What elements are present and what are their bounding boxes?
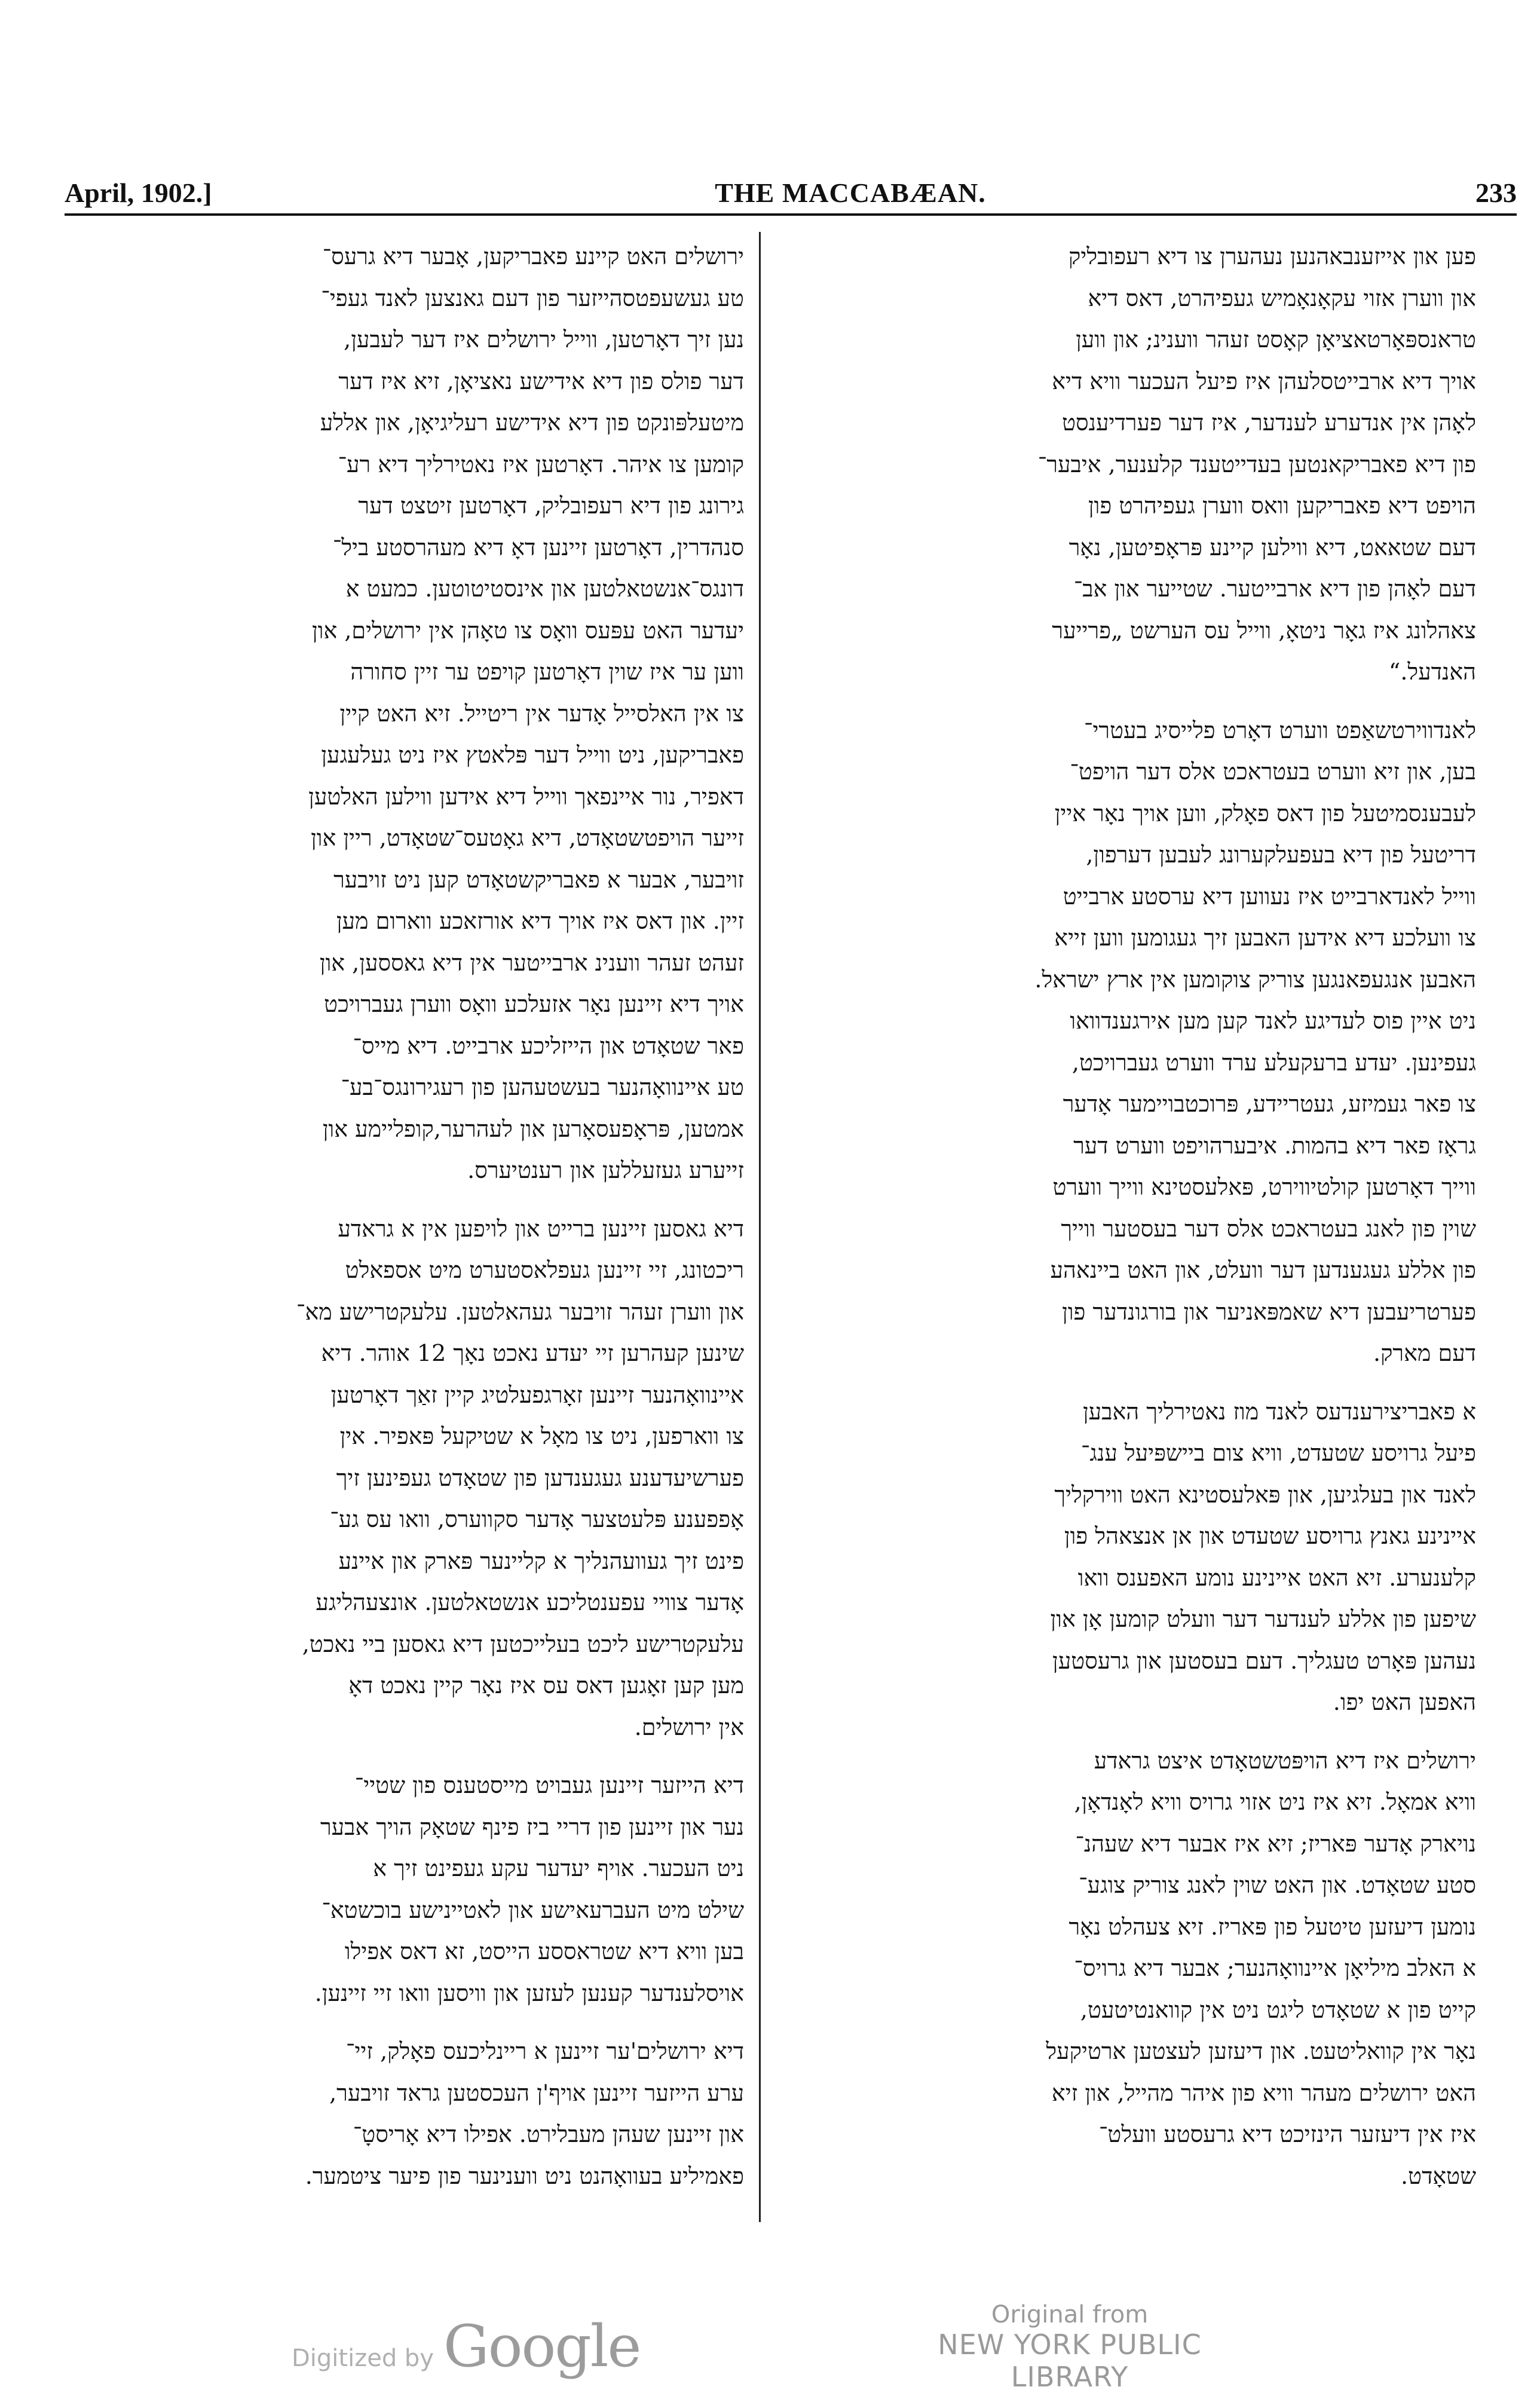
paragraph <box>57 236 744 1192</box>
text-line: עלעקטרישע ליכט בעלייכטען דיא גאסען ביי נאכט, <box>302 1630 744 1657</box>
text-line: נעהען פּאָרט טעגליך. דעם בעסטען און גרעסטען <box>1052 1647 1476 1674</box>
text-line: סנהדרין, דאָרטען זיינען דאָ דיא מעהרסטע ביל־ <box>332 534 744 561</box>
column-divider <box>759 232 761 2222</box>
text-line: טע געשעפטסהייזער פון דעם גאנצען לאנד געפי־ <box>321 284 744 311</box>
text-line: פינט זיך געוועהנליך א קליינער פּארק און איינע <box>338 1547 744 1574</box>
text-line: פאבריקען, ניט ווייל דער פּלאטץ איז ניט געלעגען <box>321 742 744 768</box>
text-line: פיעל גרויסע שטעדט, וויא צום ביישפּיעל ענג־ <box>1080 1440 1476 1466</box>
scan-footer <box>0 2289 1540 2393</box>
library-name: NEW YORK PUBLIC LIBRARY <box>938 2328 1202 2393</box>
page-number: 233 <box>1475 178 1517 208</box>
text-line: שיפען פון אללע לענדער דער וועלט קומען אָן און <box>1050 1606 1476 1632</box>
text-line: פון אללע געגענדען דער וועלט, און האט ביינאהע <box>1050 1257 1476 1283</box>
text-line: אין ירושלים. <box>634 1713 744 1740</box>
text-line: איינינע גאנץ גרויסע שטעדט און אן אנצאהל פון <box>1064 1523 1476 1549</box>
text-line: און ווערן אזוי עקאָנאָמיש געפיהרט, דאס דיא <box>1088 284 1476 311</box>
text-line: זעהט זעהר ווענינ ארבייטער אין דיא גאססען, און <box>319 949 744 976</box>
text-line: גירונג פון דיא רעפובליק, דאָרטען זיטצט דער <box>358 492 744 519</box>
text-line: א פאבריצירענדעס לאנד מוז נאטירליך האבען <box>1082 1398 1476 1425</box>
text-line: נויארק אָדער פּאריז; זיא איז אבער דיא שעהנ־ <box>1075 1830 1476 1857</box>
text-line: צו פאר געמיזע, געטריידע, פּרוכטבויימער אָדער <box>1063 1091 1476 1117</box>
digitized-by <box>292 2313 640 2380</box>
text-line: שוין פון לאנג בעטראכט אלס דער בעסטער ווייך <box>1061 1215 1476 1242</box>
text-line: שילט מיט העברעאישע און לאטיינישע בוכשטא־ <box>322 1896 744 1923</box>
text-line: הויפט דיא פאבריקען וואס ווערן געפיהרט פון <box>1088 492 1476 519</box>
paragraph <box>57 1208 744 1749</box>
original-source <box>884 2301 1255 2393</box>
text-line: סטע שטאָדט. און האט שוין לאנג צוריק צוגע־ <box>1079 1872 1476 1898</box>
text-line: דעם שטאאט, דיא ווילען קיינע פּראָפיטען, נאָר <box>1068 534 1476 561</box>
text-line: לאנד און בעלגיען, און פּאלעסטינא האט ווירקליך <box>1054 1481 1476 1508</box>
text-line: לעבענסמיטעל פון דאס פאָלק, ווען אויך נאָר איין <box>1054 800 1476 827</box>
text-line: אָפפענע פּלעטצער אָדער סקווערס, וואו עס גע־ <box>330 1506 744 1532</box>
text-line: לאנדווירטשאַפט ווערט דאָרט פלייסיג בעטרי־ <box>1083 717 1476 743</box>
text-line: נער און זיינען פון דריי ביז פינף שטאָק הויך אבער <box>320 1813 744 1840</box>
text-line: בען וויא דיא שטראססע הייסט, זא דאס אפילו <box>344 1938 744 1964</box>
text-line: שטאָדט. <box>1401 2162 1476 2189</box>
text-line: דיא גאסען זיינען ברייט און לויפען אין א גראדע <box>338 1215 744 1242</box>
paragraph <box>789 236 1476 693</box>
right-text-column <box>789 236 1476 2232</box>
text-line: קייט פון א שטאָדט ליגט ניט אין קוואנטיטעט, <box>1080 1996 1476 2023</box>
text-line: דאפיר, נור איינפאך ווייל דיא אידען ווילען האלטען <box>308 783 744 810</box>
text-line: מיטעלפּונקט פון דיא אידישע רעליגיאָן, און אללע <box>320 409 744 436</box>
text-line: א האלב מיליאָן איינוואָהנער; אבער דיא גרויס־ <box>1074 1955 1476 1981</box>
text-line: גראָז פאר דיא בהמות. איבערהויפט ווערט דער <box>1073 1132 1476 1159</box>
digitized-label: Digitized by <box>292 2345 434 2372</box>
text-line: וויא אמאָל. זיא איז ניט אזוי גרויס וויא לאָנדאָן, <box>1074 1789 1476 1815</box>
paragraph <box>57 2031 744 2197</box>
paragraph <box>789 1740 1476 2198</box>
left-text-column <box>57 236 744 2232</box>
text-line: קלענערע. זיא האט איינינע נומע האפענס וואו <box>1077 1564 1476 1591</box>
text-line: ניט העכער. אויף יעדער עקע געפינט זיך א <box>373 1855 744 1881</box>
text-line: שינען קעהרען זיי יעדע נאכט נאָך 12 אוהר. דיא <box>321 1340 744 1366</box>
text-line: ווייל לאנדארבייט איז נעווען דיא ערסטע ארבייט <box>1063 883 1476 910</box>
text-line: לאָהן אין אנדערע לענדער, איז דער פערדיענסט <box>1062 409 1476 436</box>
text-line: פען און אייזענבאהנען נעהערן צו דיא רעפובליק <box>1068 243 1476 270</box>
text-line: דעם מארק. <box>1373 1340 1476 1366</box>
text-line: צאהלונג איז גאָר ניטאָ, ווייל עס הערשט „פרייער <box>1052 617 1476 644</box>
text-line: זיין. און דאס איז אויך דיא אורזאכע ווארום מען <box>336 908 744 934</box>
text-line: ריכטונג, זיי זיינען געפלאסטערט מיט אספאלט <box>345 1257 744 1283</box>
text-line: און זיינען שעהן מעבלירט. אפילו דיא אָריסטָ־ <box>353 2121 744 2147</box>
text-line: פון דיא פאבריקאנטען בעדייטענד קלענער, איבער־ <box>1037 451 1476 478</box>
text-line: דיא ירושלים'ער זיינען א ריינליכעס פאָלק, זיי־ <box>345 2038 744 2064</box>
text-line: פערשיעדענע געגענדען פון שטאָדט געפינען זיך <box>336 1464 744 1491</box>
text-line: דעם לאָהן פון דיא ארבייטער. שטייער און אב־ <box>1073 576 1476 602</box>
paragraph <box>57 1765 744 2014</box>
text-line: פאמיליע בעוואָהנט ניט ווענינער פון פיער ציטמער. <box>305 2162 744 2189</box>
text-line: האנדעל.“ <box>1388 659 1476 685</box>
paragraph <box>789 1391 1476 1724</box>
text-line: אויסלענדער קענען לעזען און וויסען וואו זיי זיינען. <box>314 1979 744 2006</box>
text-line: ווייך דאָרטען קולטיווירט, פּאלעסטינא ווייך ווערט <box>1052 1174 1476 1200</box>
text-line: זייערע געזעללען און רענטיערס. <box>467 1157 744 1183</box>
text-line: בען, און זיא ווערט בעטראכט אלס דער הויפט־ <box>1070 758 1476 785</box>
original-from-label: Original from <box>991 2301 1149 2328</box>
text-line: ניט איין פוס לעדיגע לאנד קען מען אירגענדוואו <box>1070 1008 1476 1034</box>
journal-title: THE MACCABÆAN. <box>715 178 986 208</box>
text-line: ערע הייזער זיינען אויף'ן העכסטען גראד זויבער, <box>329 2079 744 2106</box>
text-line: מען קען זאָגען דאס עס איז נאָר קיין נאכט דאָ <box>348 1672 744 1699</box>
text-line: פאר שטאָדט און הייזליכע ארבייט. דיא מייס־ <box>353 1032 744 1059</box>
text-line: געפינען. יעדע ברעקעלע ערד ווערט געברויכט, <box>1071 1049 1476 1076</box>
text-line: נומען דיעזען טיטעל פון פּאריז. זיא צעהלט נאָר <box>1068 1913 1476 1940</box>
text-line: צו ווארפען, ניט צו מאָל א שטיקעל פּאפיר. אין <box>339 1423 744 1449</box>
text-line: און ווערן זעהר זויבער געהאלטען. עלעקטרישע מא־ <box>296 1298 744 1325</box>
text-line: איז אין דיעזער הינזיכט דיא גרעסטע וועלט־ <box>1098 2121 1476 2147</box>
text-line: טע איינוואָהנער בעשטעהען פון רעגירונגס־בע־ <box>341 1074 744 1100</box>
text-line: נען זיך דאָרטען, ווייל ירושלים איז דער לעבען, <box>344 326 744 353</box>
text-line: דיא הייזער זיינען געבויט מייסטענס פון שטיי־ <box>354 1772 744 1798</box>
text-line: נאָר אין קוואליטעט. און דיעזען לעצטען ארטיקעל <box>1046 2038 1476 2064</box>
text-line: איינוואָהנער זיינען זאָרגפעלטיג קיין זאַך דאָרטען <box>330 1381 744 1408</box>
text-line: אָדער צוויי עפענטליכע אנשטאלטען. אונצעהליגע <box>316 1589 744 1615</box>
text-line: האט ירושלים מעהר וויא פון איהר מהייל, און זיא <box>1051 2079 1476 2106</box>
text-line: האפען האט יפו. <box>1333 1689 1476 1715</box>
text-line: זייער הויפטשטאָדט, דיא גאָטעס־שטאָדט, ריין און <box>311 825 744 851</box>
text-line: פערטריעבען דיא שאמפּאניער און בורגונדער פון <box>1062 1298 1476 1325</box>
text-line: האבען אנגעפאנגען צוריק צוקומען אין ארץ ישראל. <box>1034 966 1476 993</box>
text-line: טראנספּאָרטאציאָן קאָסט זעהר ווענינ; און ווען <box>1076 326 1476 353</box>
text-line: דריטעל פון דיא בעפעלקערונג לעבען דערפון, <box>1086 841 1476 868</box>
text-line: יעדער האט עפּעס וואָס צו טאָהן אין ירושלים, און <box>312 617 744 644</box>
running-head <box>65 177 1517 216</box>
text-line: קומען צו איהר. דאָרטען איז נאטירליך דיא רע־ <box>338 451 744 478</box>
text-line: זויבער, אבער א פאבריקשטאָדט קען ניט זויבער <box>333 866 744 893</box>
text-line: ירושלים האט קיינע פאבריקען, אָבער דיא גרעס־ <box>322 243 744 270</box>
text-line: צו אין האלסייל אָדער אין ריטייל. זיא האט קיין <box>339 700 744 727</box>
text-line: דונגס־אנשטאלטען און אינסטיטוטען. כמעט א <box>345 576 744 602</box>
text-line: אמטען, פּראָפעסאָרען און לעהרער,קופליימע און <box>322 1115 744 1142</box>
text-line: ירושלים איז דיא הויפּטשטאָדט איצט גראדע <box>1094 1747 1476 1774</box>
text-line: ווען ער איז שוין דאָרטען קויפט ער זיין סחורה <box>350 659 744 685</box>
text-line: אויך דיא ארבייטסלעהן איז פיעל העכער וויא דיא <box>1052 368 1476 394</box>
text-line: צו וועלכע דיא אידען האבען זיך געגומען ווען זייא <box>1054 925 1476 951</box>
google-logo: Google <box>443 2313 641 2380</box>
text-line: דער פולס פון דיא אידישע נאציאָן, זיא איז דער <box>338 368 744 394</box>
issue-date: April, 1902.] <box>65 178 212 208</box>
text-line: אויך דיא זיינען נאָר אזעלכע וואָס ווערן געברויכט <box>324 991 744 1017</box>
paragraph <box>789 710 1476 1375</box>
